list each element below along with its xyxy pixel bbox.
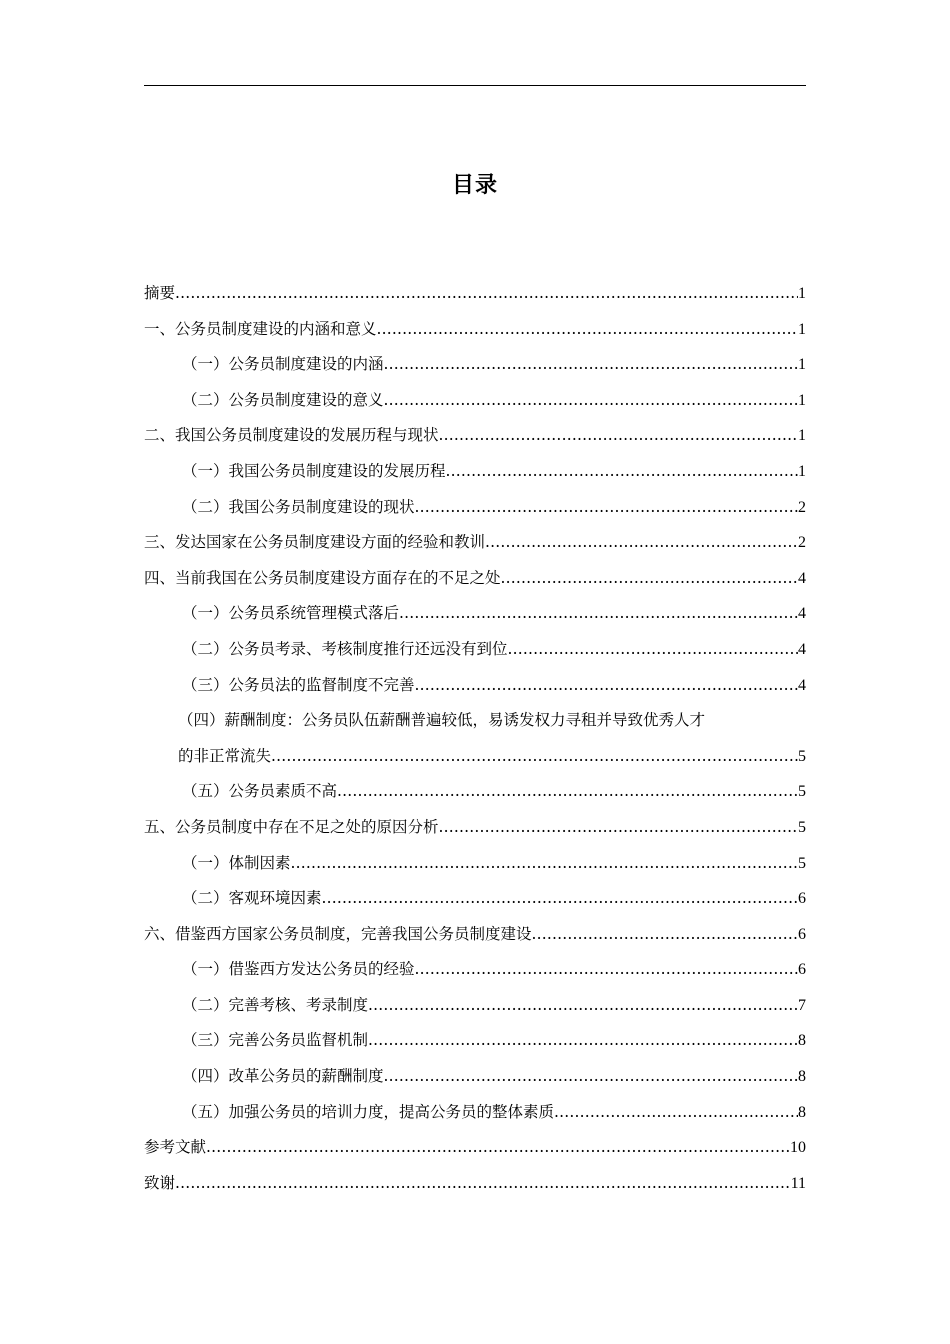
toc-entry[interactable] — [144, 1130, 806, 1166]
toc-entry-page: 8 — [798, 1068, 806, 1086]
toc-entry-label: （三）完善公务员监督机制 — [182, 1031, 369, 1050]
toc-entry-page: 7 — [798, 996, 806, 1014]
toc-entry-label: 三、发达国家在公务员制度建设方面的经验和教训 — [144, 533, 486, 552]
toc-entry-label: （二）客观环境因素 — [182, 889, 322, 908]
toc-entry-page: 5 — [798, 854, 806, 872]
toc-leader-dots — [446, 454, 798, 490]
toc-entry-page: 11 — [790, 1174, 806, 1192]
toc-entry-page: 8 — [798, 1103, 806, 1121]
toc-entry-page: 4 — [798, 605, 806, 623]
toc-entry[interactable] — [144, 347, 806, 383]
toc-leader-dots — [485, 525, 798, 561]
toc-leader-dots — [368, 988, 798, 1024]
toc-entry-page: 5 — [798, 747, 806, 765]
toc-entry-label: （一）我国公务员制度建设的发展历程 — [182, 461, 446, 480]
toc-entry[interactable] — [144, 988, 806, 1024]
toc-leader-dots — [377, 312, 798, 348]
toc-entry-label: 摘要 — [144, 284, 176, 302]
toc-entry-page: 1 — [798, 427, 806, 445]
toc-leader-dots — [384, 347, 798, 383]
toc-leader-dots — [206, 1130, 790, 1166]
toc-entry[interactable] — [144, 1095, 806, 1131]
toc-entry-page: 1 — [798, 320, 806, 338]
toc-entry-page: 6 — [798, 961, 806, 979]
toc-entry[interactable] — [144, 846, 806, 882]
toc-entry[interactable] — [144, 418, 806, 454]
toc-entry-label: （二）我国公务员制度建设的现状 — [182, 497, 415, 516]
toc-entry-label: （二）公务员制度建设的意义 — [182, 390, 384, 409]
toc-entry-page: 2 — [798, 534, 806, 552]
toc-entry-label: 五、公务员制度中存在不足之处的原因分析 — [144, 817, 439, 836]
toc-entry-page: 1 — [798, 285, 806, 302]
toc-entry[interactable] — [144, 490, 806, 526]
toc-entry-label: 致谢 — [144, 1173, 176, 1192]
toc-leader-dots — [415, 952, 798, 988]
page-title: 目录 — [451, 173, 498, 198]
toc-leader-dots — [439, 810, 798, 846]
toc-entry[interactable] — [144, 668, 806, 704]
toc-entry-page: 4 — [798, 569, 806, 587]
toc-leader-dots — [399, 596, 798, 632]
toc-entry[interactable] — [144, 917, 806, 953]
toc-entry-label: 二、我国公务员制度建设的发展历程与现状 — [144, 426, 439, 445]
header-rule — [144, 85, 806, 86]
toc-entry[interactable] — [144, 1166, 806, 1202]
toc-entry-page: 10 — [790, 1139, 806, 1157]
toc-entry-page: 5 — [798, 783, 806, 801]
toc-entry-label-line1: （四）薪酬制度：公务员队伍薪酬普遍较低，易诱发权力寻租并导致优秀人才 — [178, 711, 706, 730]
toc-entry[interactable] — [144, 1023, 806, 1059]
toc-entry-page: 8 — [798, 1032, 806, 1050]
toc-entry-page: 1 — [798, 462, 806, 480]
toc-entry-page: 6 — [798, 925, 806, 943]
toc-entry-page: 1 — [798, 356, 806, 374]
toc-entry-label: 一、公务员制度建设的内涵和意义 — [144, 319, 377, 338]
toc-entry-label: （三）公务员法的监督制度不完善 — [182, 675, 415, 694]
table-of-contents — [144, 276, 806, 1201]
toc-leader-dots — [384, 383, 798, 419]
toc-leader-dots — [175, 1166, 791, 1202]
toc-leader-dots — [322, 881, 798, 917]
toc-entry-label: （二）公务员考录、考核制度推行还远没有到位 — [182, 639, 508, 658]
toc-leader-dots — [384, 1059, 798, 1095]
toc-entry-page: 1 — [798, 391, 806, 409]
toc-entry-wrapped[interactable] — [144, 703, 806, 774]
toc-entry-page: 4 — [798, 640, 806, 658]
toc-entry-label: （四）改革公务员的薪酬制度 — [182, 1067, 384, 1086]
toc-entry[interactable] — [144, 810, 806, 846]
toc-entry[interactable] — [144, 596, 806, 632]
toc-entry-label: 四、当前我国在公务员制度建设方面存在的不足之处 — [144, 568, 501, 587]
toc-entry[interactable] — [144, 1059, 806, 1095]
toc-entry[interactable] — [144, 561, 806, 597]
toc-entry[interactable] — [144, 454, 806, 490]
toc-entry-label: （一）体制因素 — [182, 853, 291, 872]
toc-leader-dots — [271, 739, 798, 775]
toc-entry-label-line2: 的非正常流失 — [178, 746, 272, 765]
toc-leader-dots — [508, 632, 798, 668]
toc-entry-page: 4 — [798, 676, 806, 694]
toc-entry-label: （五）加强公务员的培训力度，提高公务员的整体素质 — [182, 1102, 555, 1121]
toc-leader-dots — [337, 774, 798, 810]
toc-entry-label: （一）借鉴西方发达公务员的经验 — [182, 960, 415, 979]
toc-leader-dots — [175, 276, 798, 312]
toc-entry[interactable] — [144, 632, 806, 668]
toc-entry[interactable] — [144, 881, 806, 917]
toc-entry-page: 2 — [798, 498, 806, 516]
toc-entry-label: （二）完善考核、考录制度 — [182, 995, 369, 1014]
toc-leader-dots — [501, 561, 798, 597]
toc-entry[interactable] — [144, 383, 806, 419]
toc-leader-dots — [368, 1023, 798, 1059]
toc-leader-dots — [291, 846, 798, 882]
toc-entry-label: （一）公务员系统管理模式落后 — [182, 604, 400, 623]
toc-entry-label: （五）公务员素质不高 — [182, 782, 338, 801]
toc-entry-page: 5 — [798, 818, 806, 836]
toc-entry[interactable] — [144, 952, 806, 988]
toc-leader-dots — [532, 917, 798, 953]
toc-leader-dots — [415, 668, 798, 704]
toc-entry-label: 参考文献 — [144, 1138, 207, 1157]
toc-entry[interactable] — [144, 774, 806, 810]
toc-entry-page: 6 — [798, 890, 806, 908]
toc-entry[interactable] — [144, 312, 806, 348]
toc-entry[interactable] — [144, 276, 806, 312]
toc-leader-dots — [554, 1095, 798, 1131]
toc-entry[interactable] — [144, 525, 806, 561]
toc-leader-dots — [439, 418, 798, 454]
toc-entry-label: 六、借鉴西方国家公务员制度，完善我国公务员制度建设 — [144, 924, 532, 943]
toc-entry-label: （一）公务员制度建设的内涵 — [182, 355, 384, 374]
toc-leader-dots — [415, 490, 798, 526]
